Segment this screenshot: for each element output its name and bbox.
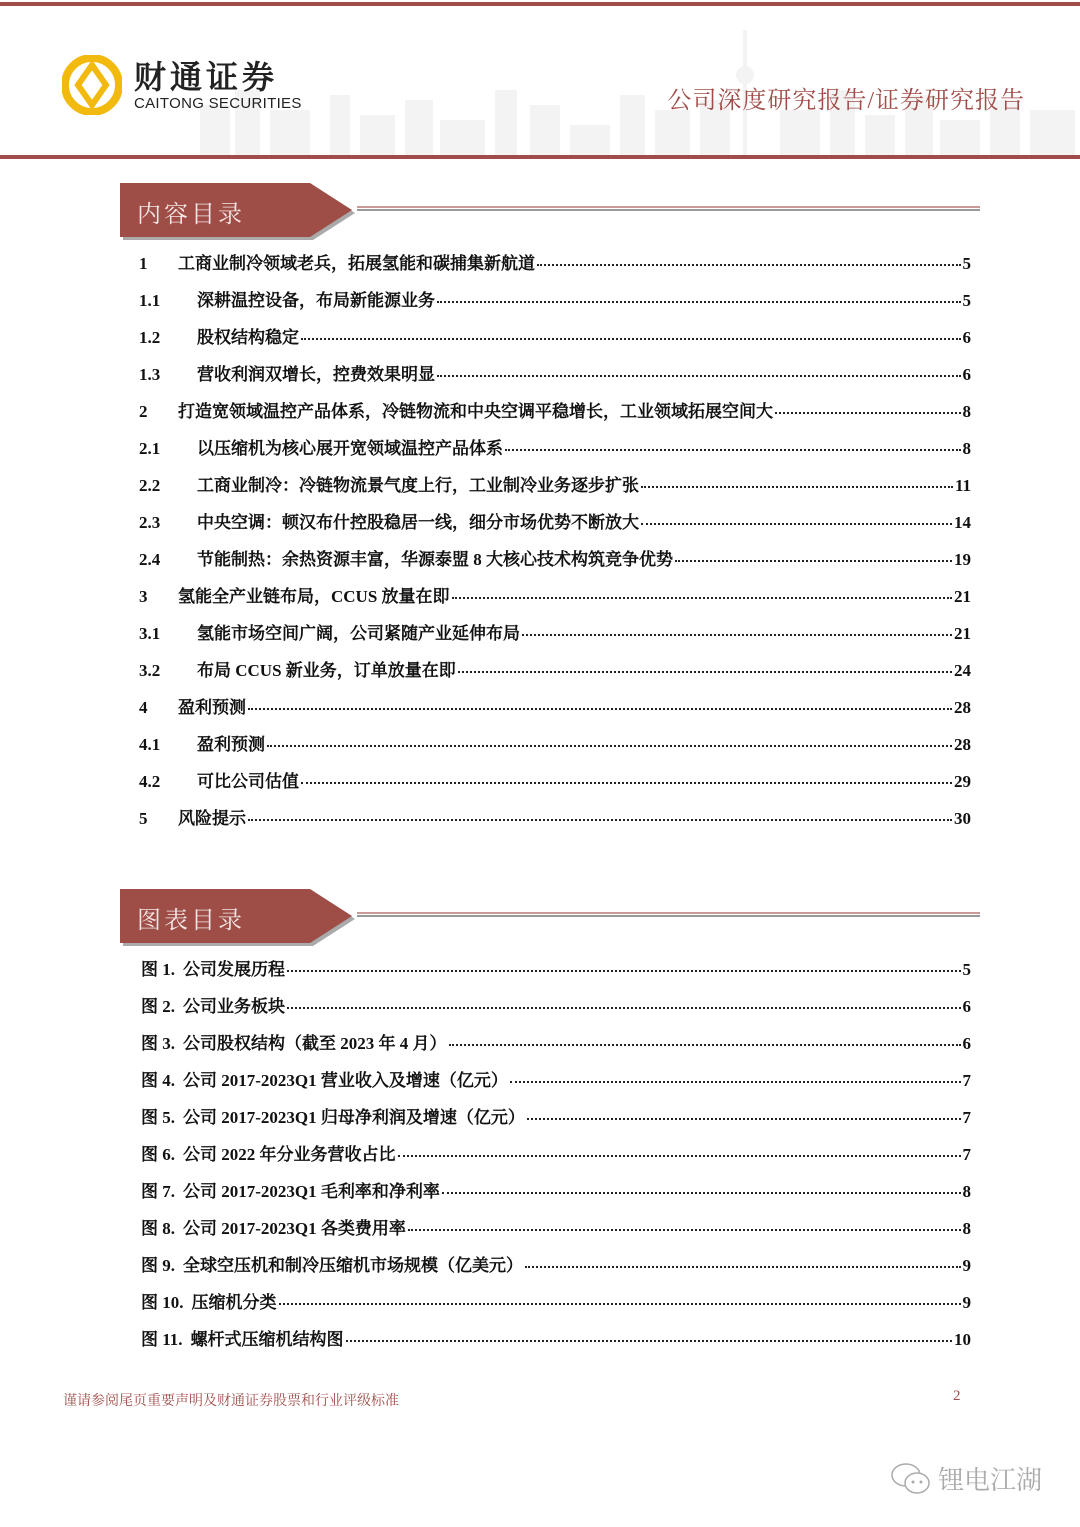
dot-leader <box>510 1081 961 1083</box>
figure-entry[interactable] <box>139 1325 971 1362</box>
figure-entry[interactable] <box>139 1066 971 1103</box>
toc-entry[interactable] <box>139 471 971 508</box>
figure-entry-title: 公司 2017-2023Q1 营业收入及增速（亿元） <box>183 1071 508 1090</box>
figure-entry[interactable] <box>139 1103 971 1140</box>
toc-section-banner <box>120 183 355 239</box>
company-logo <box>62 55 302 115</box>
toc-entry-number: 2.2 <box>139 476 161 495</box>
toc-entry[interactable] <box>139 582 971 619</box>
toc-entry-title: 可比公司估值 <box>197 772 299 791</box>
dot-leader <box>437 301 961 303</box>
dot-leader <box>287 1007 961 1009</box>
toc-entry-page: 8 <box>962 439 971 458</box>
figure-entry-page: 5 <box>962 960 971 979</box>
toc-entry-page: 6 <box>962 365 971 384</box>
toc-entry-title: 深耕温控设备，布局新能源业务 <box>197 291 435 310</box>
dot-leader <box>641 523 952 525</box>
dot-leader <box>537 264 961 266</box>
figure-entry[interactable] <box>139 1140 971 1177</box>
toc-entry-title: 以压缩机为核心展开宽领域温控产品体系 <box>197 439 503 458</box>
toc-entry-page: 6 <box>962 328 971 347</box>
header-top-rule <box>0 2 1080 6</box>
toc-entry-page: 28 <box>954 698 971 717</box>
logo-english-name: CAITONG SECURITIES <box>134 94 302 112</box>
dot-leader <box>279 1303 961 1305</box>
dot-leader <box>408 1229 961 1231</box>
dot-leader <box>301 338 961 340</box>
figure-entry-label: 图 10. <box>141 1293 184 1312</box>
toc-entry-number: 2.4 <box>139 550 161 569</box>
list-of-figures <box>139 955 971 1362</box>
figures-section-banner <box>120 889 355 945</box>
toc-entry[interactable] <box>139 767 971 804</box>
toc-entry-page: 21 <box>954 624 971 643</box>
dot-leader <box>775 412 961 414</box>
toc-entry-title: 工商业制冷领域老兵，拓展氢能和碳捕集新航道 <box>178 254 535 273</box>
figure-entry[interactable] <box>139 955 971 992</box>
figure-entry-label: 图 6. <box>141 1145 175 1164</box>
figure-entry-label: 图 5. <box>141 1108 175 1127</box>
dot-leader <box>525 1266 961 1268</box>
figure-entry-label: 图 11. <box>141 1330 183 1349</box>
figure-entry-label: 图 4. <box>141 1071 175 1090</box>
figures-heading: 图表目录 <box>137 908 245 934</box>
toc-entry[interactable] <box>139 804 971 841</box>
toc-entry[interactable] <box>139 323 971 360</box>
toc-entry-title: 氢能全产业链布局，CCUS 放量在即 <box>178 587 450 606</box>
figure-entry[interactable] <box>139 1214 971 1251</box>
toc-entry-number: 4 <box>139 698 148 717</box>
figure-entry-label: 图 2. <box>141 997 175 1016</box>
figure-entry-title: 压缩机分类 <box>191 1293 277 1312</box>
dot-leader <box>641 486 953 488</box>
toc-entry-title: 风险提示 <box>178 809 246 828</box>
figure-entry-title: 公司 2022 年分业务营收占比 <box>183 1145 396 1164</box>
toc-entry-number: 2 <box>139 402 148 421</box>
toc-entry-title: 股权结构稳定 <box>197 328 299 347</box>
toc-heading-rule <box>357 206 980 211</box>
toc-entry-number: 1.2 <box>139 328 161 347</box>
figure-entry-title: 公司 2017-2023Q1 毛利率和净利率 <box>183 1182 440 1201</box>
dot-leader <box>452 597 952 599</box>
table-of-contents <box>139 249 971 841</box>
toc-entry-title: 营收利润双增长，控费效果明显 <box>197 365 435 384</box>
toc-entry[interactable] <box>139 508 971 545</box>
toc-entry-number: 3 <box>139 587 148 606</box>
toc-entry[interactable] <box>139 656 971 693</box>
figures-heading-rule <box>357 912 980 917</box>
toc-entry-page: 28 <box>954 735 971 754</box>
toc-entry-page: 19 <box>954 550 971 569</box>
toc-entry-title: 工商业制冷：冷链物流景气度上行，工业制冷业务逐步扩张 <box>197 476 639 495</box>
toc-entry[interactable] <box>139 693 971 730</box>
dot-leader <box>527 1118 961 1120</box>
toc-entry[interactable] <box>139 730 971 767</box>
toc-entry-title: 氢能市场空间广阔，公司紧随产业延伸布局 <box>197 624 520 643</box>
dot-leader <box>346 1340 952 1342</box>
dot-leader <box>398 1155 961 1157</box>
toc-entry-page: 11 <box>954 476 971 495</box>
figure-entry-title: 螺杆式压缩机结构图 <box>190 1330 344 1349</box>
figure-entry[interactable] <box>139 992 971 1029</box>
dot-leader <box>522 634 952 636</box>
dot-leader <box>442 1192 961 1194</box>
toc-entry-number: 3.2 <box>139 661 161 680</box>
toc-entry-title: 盈利预测 <box>178 698 246 717</box>
toc-entry-page: 5 <box>962 254 971 273</box>
toc-entry-number: 4.1 <box>139 735 161 754</box>
figure-entry[interactable] <box>139 1288 971 1325</box>
dot-leader <box>675 560 952 562</box>
header-bottom-rule <box>0 155 1080 159</box>
page-number: 2 <box>953 1388 961 1404</box>
figure-entry-label: 图 3. <box>141 1034 175 1053</box>
figure-entry-page: 10 <box>954 1330 971 1349</box>
dot-leader <box>505 449 961 451</box>
toc-entry[interactable] <box>139 360 971 397</box>
figure-entry-label: 图 7. <box>141 1182 175 1201</box>
wechat-watermark <box>890 1460 1042 1497</box>
dot-leader <box>458 671 952 673</box>
toc-entry-page: 29 <box>954 772 971 791</box>
toc-entry[interactable] <box>139 434 971 471</box>
toc-entry-title: 打造宽领域温控产品体系，冷链物流和中央空调平稳增长，工业领域拓展空间大 <box>178 402 773 421</box>
report-type-title: 公司深度研究报告/证券研究报告 <box>667 88 1025 114</box>
toc-entry-title: 盈利预测 <box>197 735 265 754</box>
figure-entry-label: 图 8. <box>141 1219 175 1238</box>
dot-leader <box>437 375 961 377</box>
toc-entry-title: 中央空调：顿汉布什控股稳居一线，细分市场优势不断放大 <box>197 513 639 532</box>
toc-entry-number: 1 <box>139 254 148 273</box>
watermark-text: 锂电江湖 <box>938 1466 1043 1496</box>
toc-entry-page: 21 <box>954 587 971 606</box>
toc-entry-number: 5 <box>139 809 148 828</box>
dot-leader <box>248 819 952 821</box>
toc-entry[interactable] <box>139 619 971 656</box>
figure-entry-label: 图 1. <box>141 960 175 979</box>
dot-leader <box>301 782 952 784</box>
figure-entry-page: 7 <box>962 1071 971 1090</box>
toc-entry-number: 4.2 <box>139 772 161 791</box>
figure-entry[interactable] <box>139 1251 971 1288</box>
figure-entry-title: 公司 2017-2023Q1 各类费用率 <box>183 1219 406 1238</box>
figure-entry-title: 公司发展历程 <box>183 960 285 979</box>
figure-entry-page: 6 <box>962 997 971 1016</box>
footer-disclaimer: 谨请参阅尾页重要声明及财通证券股票和行业评级标准 <box>63 1394 399 1409</box>
toc-entry-page: 5 <box>962 291 971 310</box>
figure-entry-title: 公司 2017-2023Q1 归母净利润及增速（亿元） <box>183 1108 525 1127</box>
figure-entry-page: 9 <box>962 1256 971 1275</box>
toc-entry[interactable] <box>139 249 971 286</box>
toc-entry[interactable] <box>139 545 971 582</box>
figure-entry-label: 图 9. <box>141 1256 175 1275</box>
figure-entry-title: 全球空压机和制冷压缩机市场规模（亿美元） <box>183 1256 523 1275</box>
figure-entry-title: 公司业务板块 <box>183 997 285 1016</box>
logo-chinese-name: 财通证券 <box>134 57 279 96</box>
figure-entry[interactable] <box>139 1029 971 1066</box>
figure-entry-title: 公司股权结构（截至 2023 年 4 月） <box>183 1034 447 1053</box>
toc-entry-page: 8 <box>962 402 971 421</box>
wechat-icon <box>890 1461 932 1497</box>
dot-leader <box>248 708 952 710</box>
dot-leader <box>449 1044 961 1046</box>
figure-entry[interactable] <box>139 1177 971 1214</box>
toc-entry-number: 2.1 <box>139 439 161 458</box>
toc-entry-page: 24 <box>954 661 971 680</box>
toc-entry-page: 30 <box>954 809 971 828</box>
toc-entry-number: 1.3 <box>139 365 161 384</box>
dot-leader <box>267 745 952 747</box>
figure-entry-page: 7 <box>962 1108 971 1127</box>
figure-entry-page: 8 <box>962 1219 971 1238</box>
figure-entry-page: 7 <box>962 1145 971 1164</box>
toc-entry-title: 布局 CCUS 新业务，订单放量在即 <box>197 661 456 680</box>
toc-entry[interactable] <box>139 286 971 323</box>
toc-entry-title: 节能制热：余热资源丰富，华源泰盟 8 大核心技术构筑竞争优势 <box>197 550 673 569</box>
figure-entry-page: 6 <box>962 1034 971 1053</box>
figure-entry-page: 8 <box>962 1182 971 1201</box>
toc-entry-number: 3.1 <box>139 624 161 643</box>
toc-entry-number: 1.1 <box>139 291 161 310</box>
toc-entry-number: 2.3 <box>139 513 161 532</box>
figure-entry-page: 9 <box>962 1293 971 1312</box>
toc-heading: 内容目录 <box>137 202 245 228</box>
dot-leader <box>287 970 961 972</box>
logo-mark-icon <box>62 55 122 115</box>
toc-entry[interactable] <box>139 397 971 434</box>
toc-entry-page: 14 <box>954 513 971 532</box>
